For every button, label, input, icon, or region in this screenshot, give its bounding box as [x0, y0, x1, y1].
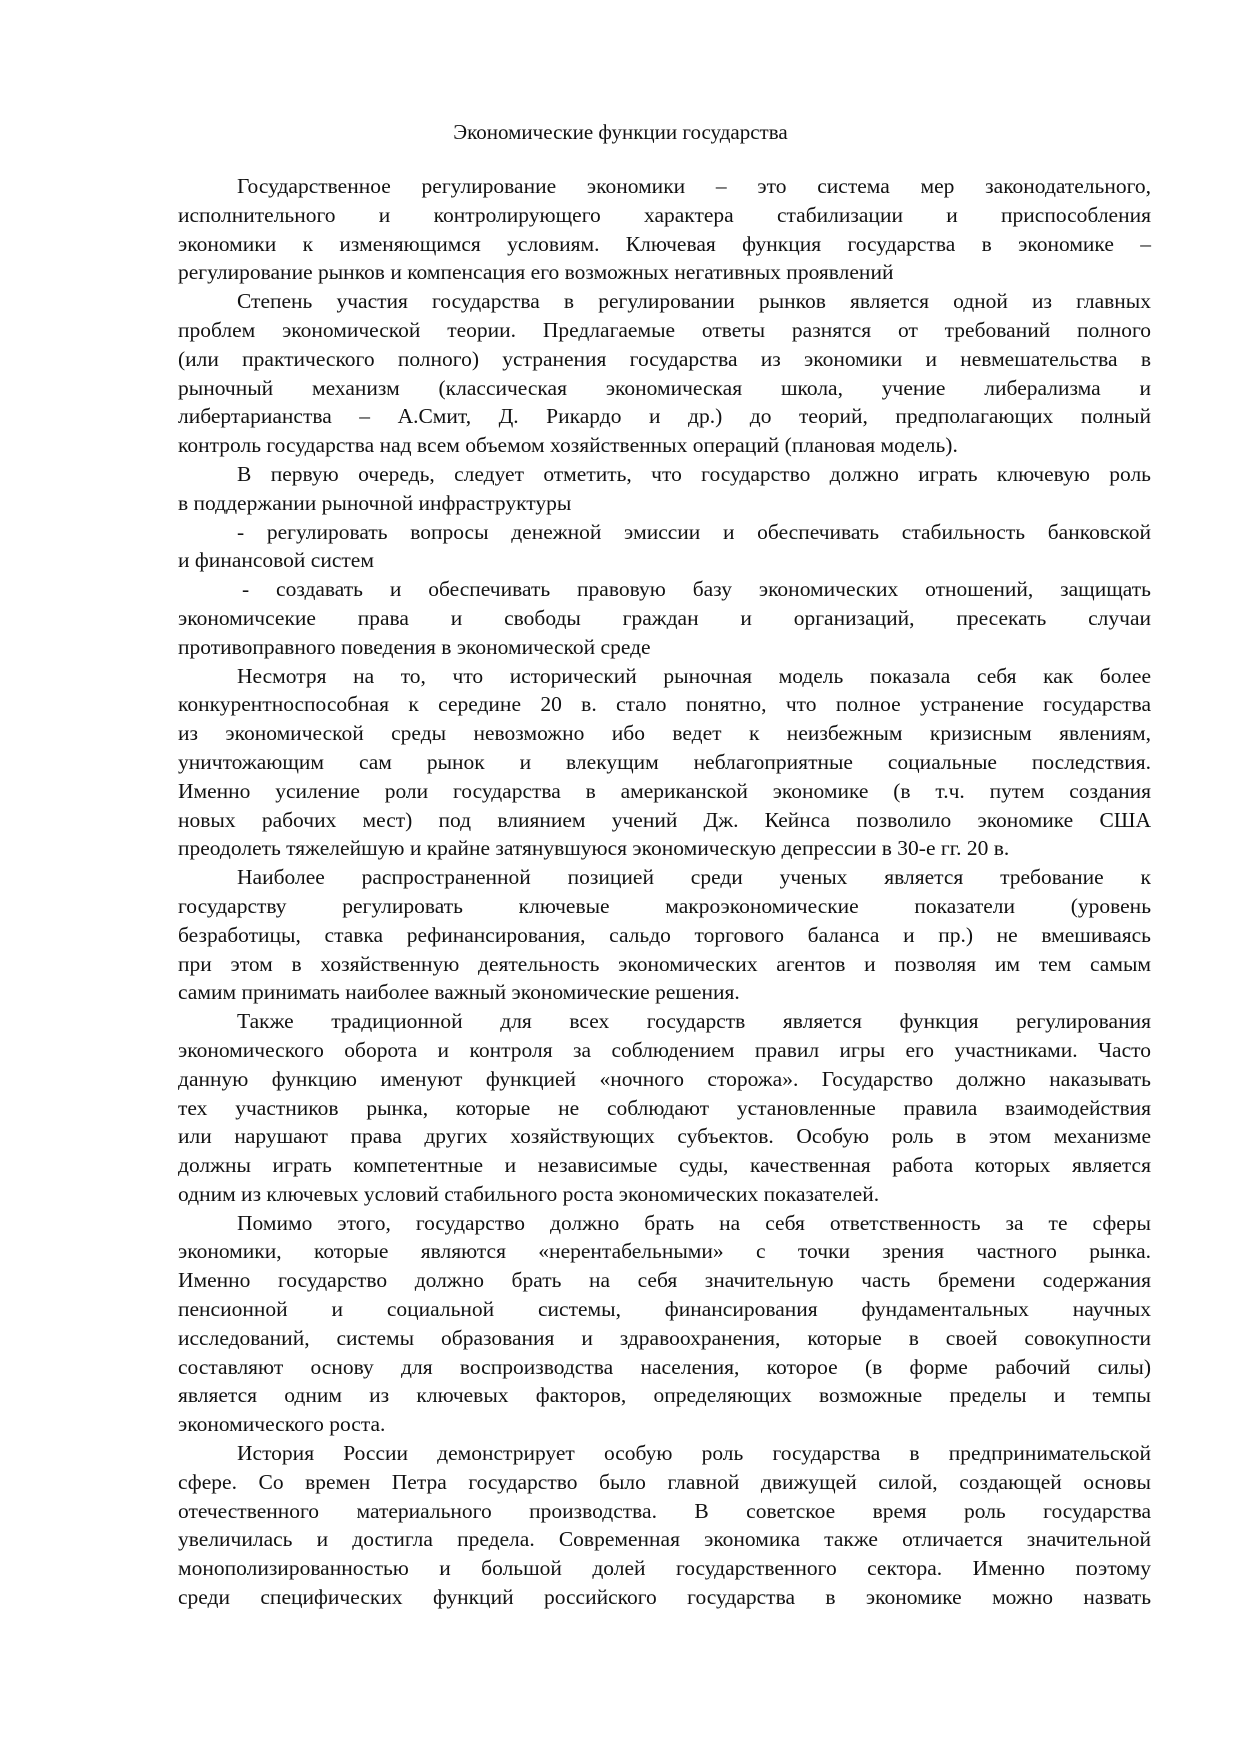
text-line: в поддержании рыночной инфраструктуры	[178, 490, 572, 515]
text-line: контроль государства над всем объемом хозяйственных операций (плановая модель).	[178, 433, 958, 458]
text-line: одним из ключевых условий стабильного роста экономических показателей.	[178, 1181, 880, 1206]
document-body	[178, 172, 1151, 1612]
paragraph	[178, 1209, 1151, 1439]
document-title: Экономические функции государства	[453, 120, 788, 144]
text-line: Государственное регулирование экономики – это система мер законодательного,	[237, 174, 1151, 198]
text-line: рыночный механизм (классическая экономическая школа, учение либерализма и	[178, 375, 1151, 400]
text-line: Степень участия государства в регулировании рынков является одной из главных	[237, 289, 1151, 314]
text-line: В первую очередь, следует отметить, что государство должно играть ключевую роль	[237, 461, 1151, 486]
text-line: экономики к изменяющимся условиям. Ключевая функция государства в экономике –	[178, 231, 1151, 256]
text-line: отечественного материального производства. В советское время роль государства	[178, 1498, 1151, 1523]
paragraph	[178, 1007, 1151, 1209]
text-line: экономического оборота и контроля за соблюдением правил игры его участниками. Часто	[178, 1037, 1151, 1062]
text-line: безработицы, ставка рефинансирования, сальдо торгового баланса и пр.) не вмешиваясь	[178, 922, 1151, 947]
text-line: монополизированностью и большой долей государственного сектора. Именно поэтому	[178, 1556, 1151, 1581]
text-line: новых рабочих мест) под влиянием учений Дж. Кейнса позволило экономике США	[178, 807, 1151, 832]
text-line: Именно государство должно брать на себя значительную часть бремени содержания	[178, 1268, 1151, 1293]
text-line: пенсионной и социальной системы, финансирования фундаментальных научных	[178, 1297, 1151, 1322]
text-line: составляют основу для воспроизводства населения, которое (в форме рабочий силы)	[178, 1354, 1151, 1379]
text-line: является одним из ключевых факторов, определяющих возможные пределы и темпы	[178, 1383, 1151, 1408]
text-line: проблем экономической теории. Предлагаемые ответы разнятся от требований полного	[178, 317, 1151, 342]
paragraph	[178, 662, 1151, 864]
text-line: преодолеть тяжелейшую и крайне затянувшуюся экономическую депрессии в 30-е гг. 20 в.	[178, 836, 1010, 861]
text-line: сфере. Со времен Петра государство было главной движущей силой, создающей основы	[178, 1469, 1151, 1494]
text-line: и финансовой систем	[178, 548, 374, 573]
paragraph	[178, 863, 1151, 1007]
text-line: государству регулировать ключевые макроэкономические показатели (уровень	[178, 893, 1151, 918]
paragraph	[178, 1439, 1151, 1612]
text-line: Несмотря на то, что исторический рыночная модель показала себя как более	[237, 663, 1151, 688]
text-line: тех участников рынка, которые не соблюдают установленные правила взаимодействия	[178, 1095, 1151, 1120]
paragraph	[178, 287, 1151, 460]
text-line: (или практического полного) устранения государства из экономики и невмешательства в	[178, 346, 1151, 371]
text-line: - регулировать вопросы денежной эмиссии и обеспечивать стабильность банковской	[237, 519, 1151, 544]
text-line: противоправного поведения в экономической среде	[178, 634, 651, 659]
paragraph	[178, 172, 1151, 287]
text-line: Наиболее распространенной позицией среди ученых является требование к	[237, 865, 1151, 890]
text-line: среди специфических функций российского государства в экономике можно назвать	[178, 1585, 1151, 1610]
text-line: из экономической среды невозможно ибо ведет к неизбежным кризисным явлениям,	[178, 721, 1151, 746]
text-line: Именно усиление роли государства в американской экономике (в т.ч. путем создания	[178, 778, 1151, 803]
text-line: увеличилась и достигла предела. Современная экономика также отличается значительной	[178, 1527, 1151, 1552]
text-line: уничтожающим сам рынок и влекущим неблагоприятные социальные последствия.	[178, 749, 1151, 774]
text-line: Также традиционной для всех государств является функция регулирования	[237, 1009, 1151, 1034]
text-line: экономичсекие права и свободы граждан и организаций, пресекать случаи	[178, 605, 1151, 630]
text-line: экономики, которые являются «нерентабельными» с точки зрения частного рынка.	[178, 1239, 1151, 1264]
text-line: - создавать и обеспечивать правовую базу экономических отношений, защищать	[242, 577, 1151, 602]
text-line: экономического роста.	[178, 1412, 386, 1437]
text-line: или нарушают права других хозяйствующих субъектов. Особую роль в этом механизме	[178, 1124, 1151, 1149]
text-line: при этом в хозяйственную деятельность экономических агентов и позволяя им тем самым	[178, 951, 1151, 976]
text-line: данную функцию именуют функцией «ночного сторожа». Государство должно наказывать	[178, 1066, 1151, 1091]
text-line: либертарианства – А.Смит, Д. Рикардо и др.) до теорий, предполагающих полный	[178, 404, 1151, 429]
text-line: исследований, системы образования и здравоохранения, которые в своей совокупности	[178, 1325, 1151, 1350]
paragraph	[178, 460, 1151, 518]
text-line: Помимо этого, государство должно брать на себя ответственность за те сферы	[237, 1210, 1151, 1235]
text-line: История России демонстрирует особую роль государства в предпринимательской	[237, 1441, 1151, 1466]
list-item	[178, 575, 1151, 661]
text-line: самим принимать наиболее важный экономические решения.	[178, 980, 740, 1005]
list-item	[178, 518, 1151, 576]
text-line: регулирование рынков и компенсация его возможных негативных проявлений	[178, 260, 894, 285]
text-line: конкурентноспособная к середине 20 в. стало понятно, что полное устранение государства	[178, 692, 1151, 717]
text-line: должны играть компетентные и независимые суды, качественная работа которых является	[178, 1153, 1151, 1178]
text-line: исполнительного и контролирующего характера стабилизации и приспособления	[178, 202, 1151, 227]
